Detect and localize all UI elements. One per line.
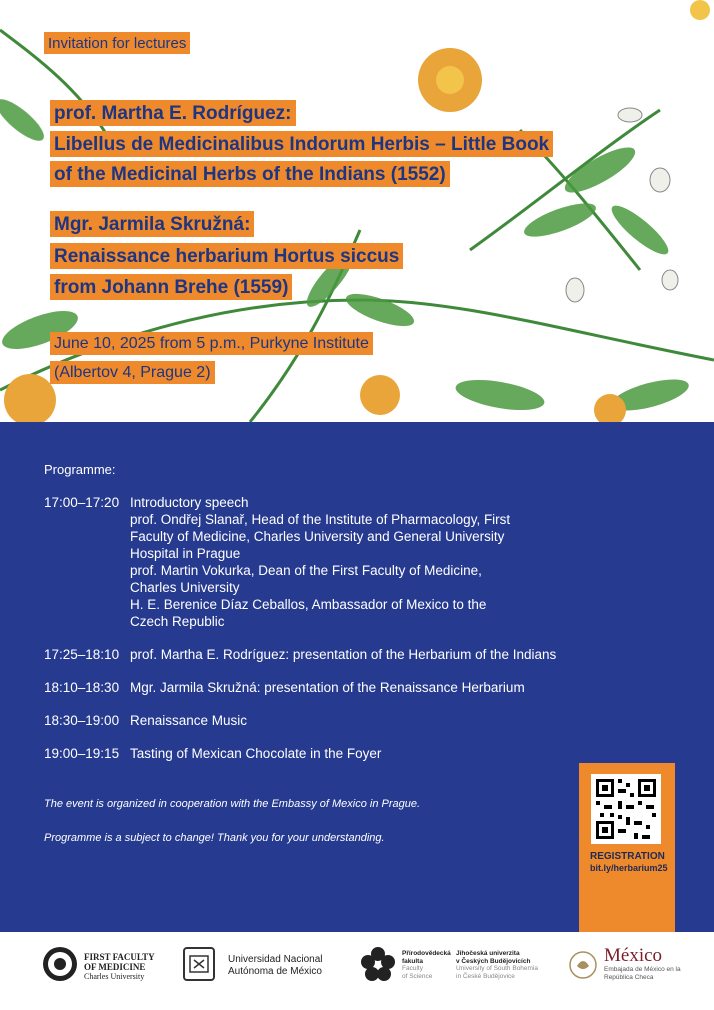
event-address-line: (Albertov 4, Prague 2)	[50, 361, 215, 384]
qr-code[interactable]	[591, 774, 661, 844]
first-faculty-seal-icon	[42, 946, 78, 982]
hero-section	[0, 0, 714, 422]
lecture2-title-line2: from Johann Brehe (1559)	[50, 274, 292, 300]
programme-line: Charles University	[130, 580, 240, 595]
programme-description: prof. Martha E. Rodríguez: presentation of the Herbarium of the Indians	[130, 647, 557, 662]
programme-line: prof. Martin Vokurka, Dean of the First Faculty of Medicine,	[130, 563, 482, 578]
change-note: Programme is a subject to change! Thank you for your understanding.	[44, 832, 385, 844]
logo-text: University of South Bohemia	[456, 965, 539, 972]
lecture2-title-line1: Renaissance herbarium Hortus siccus	[50, 243, 403, 269]
programme-time: 18:10–18:30	[44, 680, 120, 695]
lecture1-speaker: prof. Martha E. Rodríguez:	[50, 100, 296, 126]
programme-line: Introductory speech	[130, 495, 249, 510]
logo-text: in České Budějovice	[456, 972, 515, 980]
registration-link[interactable]: bit.ly/herbarium25	[590, 863, 668, 873]
logo-text: Autónoma de México	[228, 966, 322, 977]
lecture1-title-line2: of the Medicinal Herbs of the Indians (1552)	[50, 161, 450, 187]
programme-time: 19:00–19:15	[44, 746, 120, 761]
programme-line: Faculty of Medicine, Charles University and General University	[130, 529, 505, 544]
logo-text: FIRST FACULTY	[84, 952, 155, 962]
logo-text: fakulta	[402, 957, 423, 965]
invitation-label: Invitation for lectures	[44, 32, 190, 54]
logo-text: República Checa	[604, 973, 654, 981]
programme-line: prof. Ondřej Slanař, Head of the Institute of Pharmacology, First	[130, 512, 511, 527]
logo-text: v Českých Budějovicích	[456, 957, 531, 965]
programme-line: Czech Republic	[130, 614, 225, 629]
programme-line: H. E. Berenice Díaz Ceballos, Ambassador of Mexico to the	[130, 597, 487, 612]
logo-text: Charles University	[84, 972, 145, 981]
lecture2-speaker: Mgr. Jarmila Skružná:	[50, 211, 254, 237]
logo-text: Embajada de México en la	[604, 966, 681, 973]
logo-text: OF MEDICINE	[84, 962, 146, 972]
event-date-line: June 10, 2025 from 5 p.m., Purkyne Institute	[50, 332, 373, 355]
programme-title: Programme:	[44, 462, 116, 477]
programme-description: Renaissance Music	[130, 713, 248, 728]
programme-description: Mgr. Jarmila Skružná: presentation of the Renaissance Herbarium	[130, 680, 525, 695]
logo-text: México	[604, 945, 663, 966]
unam-seal-icon	[182, 946, 216, 982]
cooperation-note: The event is organized in cooperation with the Embassy of Mexico in Prague.	[44, 798, 421, 810]
programme-description	[130, 494, 610, 630]
programme-time: 17:00–17:20	[44, 495, 120, 510]
mexico-coat-of-arms-icon	[568, 948, 598, 982]
registration-label: REGISTRATION	[590, 851, 665, 862]
registration-box	[579, 763, 675, 932]
logo-text: Faculty	[402, 965, 423, 972]
logo-text: Universidad Nacional	[228, 954, 323, 965]
programme-time: 17:25–18:10	[44, 647, 120, 662]
lecture1-title-line1: Libellus de Medicinalibus Indorum Herbis – Little Book	[50, 131, 553, 157]
logo-text: of Science	[402, 972, 433, 980]
partner-logos	[0, 932, 714, 1010]
logo-text: Jihočeská univerzita	[456, 950, 520, 957]
logo-text: Přírodovědecká	[402, 950, 451, 957]
flower-icon	[360, 946, 396, 982]
programme-time: 18:30–19:00	[44, 713, 120, 728]
programme-line: Hospital in Prague	[130, 546, 241, 561]
programme-description: Tasting of Mexican Chocolate in the Foyer	[130, 746, 382, 761]
